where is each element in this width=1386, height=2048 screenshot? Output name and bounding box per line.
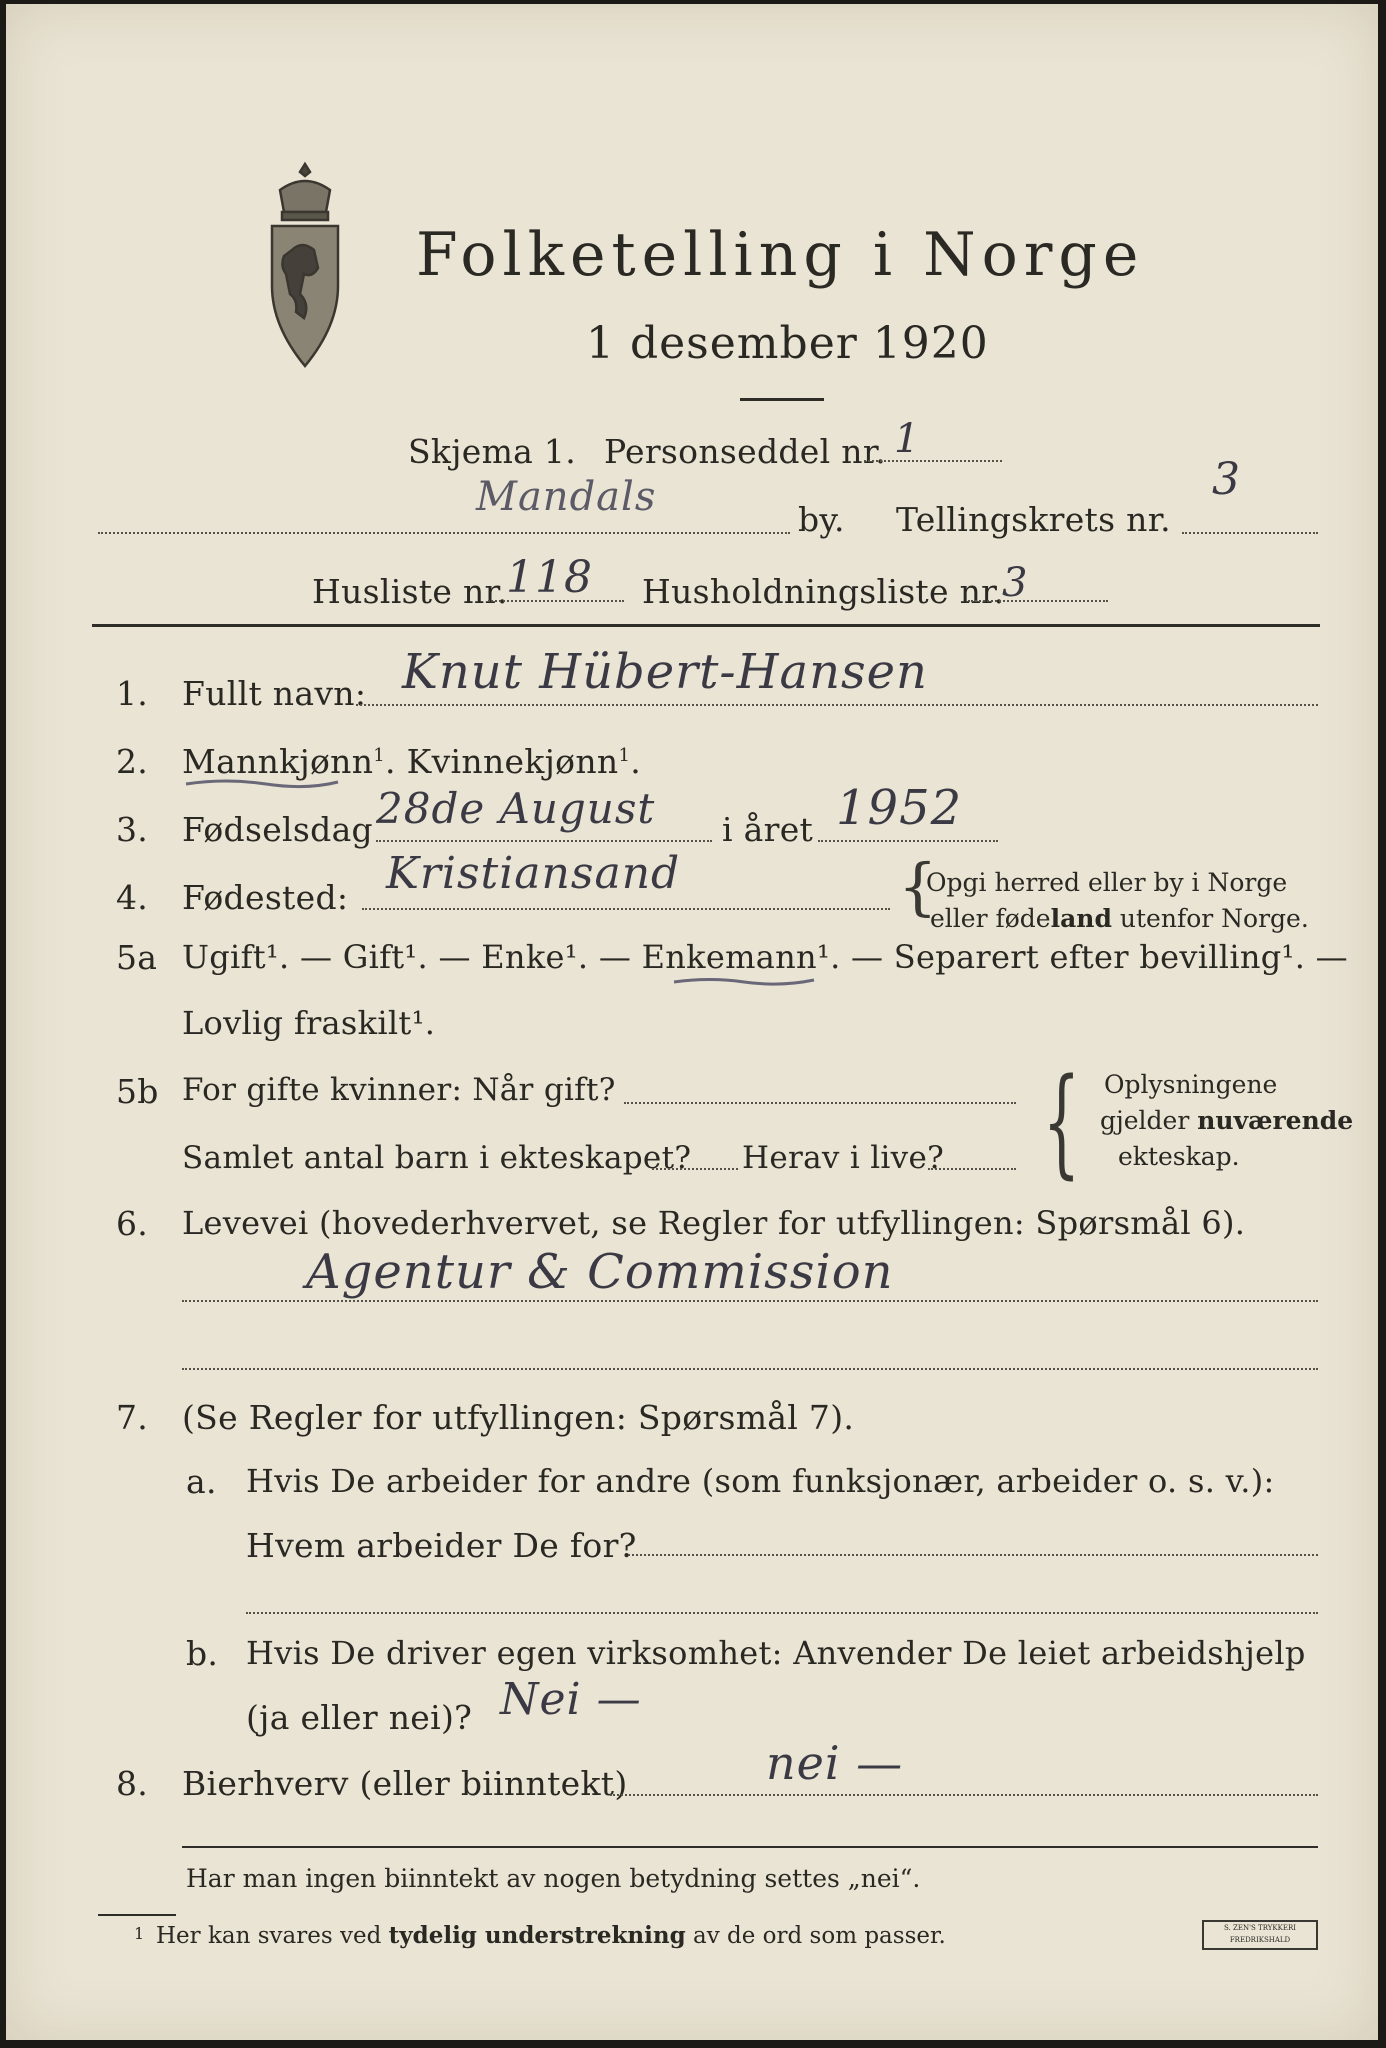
gender-female-period: .	[630, 742, 641, 781]
birthplace-brace: {	[898, 850, 938, 923]
birthdate-field[interactable]	[376, 840, 712, 842]
q7-number: 7.	[116, 1398, 149, 1437]
q5b-number: 5b	[116, 1072, 159, 1111]
footnote-text-c: av de ord som passer.	[685, 1923, 946, 1949]
q8-label: Bierhverv (eller biinntekt)	[182, 1764, 628, 1803]
q7a-letter: a.	[186, 1462, 217, 1501]
schema-label: Skjema 1.	[408, 432, 577, 471]
census-date: 1 desember 1920	[586, 318, 989, 369]
marriage-note-3: ekteskap.	[1118, 1142, 1240, 1171]
q7b-question: Hvis De driver egen virksomhet: Anvender De leiet arbeidshjelp	[246, 1634, 1306, 1672]
personseddel-label: Personseddel nr.	[604, 432, 887, 471]
marriage-note-2a: gjelder	[1100, 1106, 1198, 1135]
q4-number: 4.	[116, 878, 149, 917]
gender-male-sup: 1	[373, 745, 386, 766]
town-value: Mandals	[476, 474, 657, 520]
q3-number: 3.	[116, 810, 149, 849]
birthplace-note-2a: eller føde	[930, 904, 1051, 933]
gender-female[interactable]: Kvinnekjønn	[406, 742, 619, 781]
marriage-note-2b: nuværende	[1197, 1106, 1354, 1135]
census-form-page	[6, 4, 1378, 2040]
q7a-question: Hvis De arbeider for andre (som funksjonær, arbeider o. s. v.):	[246, 1462, 1275, 1500]
birth-year-field[interactable]	[818, 840, 998, 842]
side-income-note: Har man ingen biinntekt av nogen betydning settes „nei“.	[186, 1864, 921, 1893]
town-field[interactable]	[98, 532, 790, 534]
birthplace-note-2c: utenfor Norge.	[1119, 904, 1309, 933]
marriage-note-2	[1100, 1106, 1353, 1135]
full-name-value: Knut Hübert-Hansen	[402, 644, 928, 700]
husholdning-label: Husholdningsliste nr.	[642, 572, 1005, 611]
birthplace-field[interactable]	[362, 908, 890, 910]
q4-label: Fødested:	[182, 878, 349, 917]
coat-of-arms-icon	[262, 160, 348, 372]
birthplace-value: Kristiansand	[386, 848, 681, 899]
employer-field-line-2[interactable]	[246, 1612, 1318, 1614]
birth-year-value: 1952	[836, 780, 963, 836]
birthplace-note-2	[930, 904, 1309, 933]
occupation-field[interactable]	[182, 1300, 1318, 1302]
children-label: Samlet antal barn i ekteskapet?	[182, 1140, 692, 1176]
q6-label: Levevei (hovederhvervet, se Regler for utfyllingen: Spørsmål 6).	[182, 1204, 1246, 1242]
personseddel-value: 1	[894, 416, 921, 462]
q6-number: 6.	[116, 1204, 149, 1243]
gender-female-sup: 1	[618, 745, 631, 766]
personseddel-field[interactable]	[864, 460, 1002, 462]
marriage-brace: {	[1042, 1052, 1081, 1190]
side-income-value: nei —	[766, 1736, 904, 1790]
q1-number: 1.	[116, 674, 149, 713]
gender-male-period: .	[385, 742, 396, 781]
q7b-letter: b.	[186, 1634, 219, 1673]
q7b-hire-label: (ja eller nei)?	[246, 1698, 473, 1737]
husholdning-field[interactable]	[968, 600, 1108, 602]
gender-male[interactable]: Mannkjønn	[182, 742, 374, 781]
marital-status-options[interactable]: Ugift¹. — Gift¹. — Enke¹. — Enkemann¹. — Separert efter bevilling¹. —	[182, 938, 1348, 976]
husliste-label: Husliste nr.	[312, 572, 508, 611]
tellingskrets-field[interactable]	[1182, 532, 1318, 534]
birthplace-note-2b: land	[1050, 904, 1112, 933]
birthdate-value: 28de August	[376, 784, 656, 833]
q3-label: Fødselsdag	[182, 810, 373, 849]
married-when-label: For gifte kvinner: Når gift?	[182, 1072, 616, 1108]
occupation-field-line-2[interactable]	[182, 1368, 1318, 1370]
by-label: by.	[798, 500, 845, 539]
alive-field[interactable]	[928, 1168, 1016, 1170]
side-income-field[interactable]	[610, 1794, 1318, 1796]
q2-number: 2.	[116, 742, 149, 781]
q5a-number: 5a	[116, 938, 158, 977]
footnote-text	[156, 1922, 946, 1949]
title-divider	[740, 398, 824, 401]
enkemann-underline-mark	[670, 974, 820, 992]
footnote-text-b: tydelig understrekning	[388, 1922, 686, 1949]
footnote-rule	[98, 1914, 176, 1916]
birthplace-note-1: Opgi herred eller by i Norge	[926, 868, 1288, 897]
husholdning-value: 3	[1002, 560, 1029, 606]
marital-status-divorced[interactable]: Lovlig fraskilt¹.	[182, 1004, 436, 1042]
tellingskrets-value: 3	[1212, 454, 1241, 505]
q7a-employer-label: Hvem arbeider De for?	[246, 1526, 637, 1565]
year-label: i året	[722, 810, 814, 849]
full-name-field[interactable]	[356, 704, 1318, 706]
header-rule	[92, 624, 1320, 627]
q8-number: 8.	[116, 1764, 149, 1803]
married-when-field[interactable]	[624, 1102, 1016, 1104]
occupation-value: Agentur & Commission	[306, 1244, 894, 1300]
tellingskrets-label: Tellingskrets nr.	[896, 500, 1171, 539]
printer-stamp: S. ZEN'S TRYKKERI FREDRIKSHALD	[1202, 1920, 1318, 1950]
children-field[interactable]	[652, 1168, 738, 1170]
employer-field[interactable]	[628, 1554, 1318, 1556]
footnote-text-a: Her kan svares ved	[156, 1923, 389, 1949]
husliste-value: 118	[506, 552, 593, 603]
hire-help-value: Nei —	[500, 1674, 642, 1725]
q7-label: (Se Regler for utfyllingen: Spørsmål 7).	[182, 1398, 855, 1437]
alive-label: Herav i live?	[742, 1140, 945, 1176]
male-underline-mark	[182, 774, 342, 794]
q1-label: Fullt navn:	[182, 674, 367, 713]
footnote-number: 1	[134, 1924, 145, 1943]
footer-rule	[182, 1846, 1318, 1848]
marriage-note-1: Oplysningene	[1104, 1070, 1278, 1099]
form-title: Folketelling i Norge	[416, 220, 1145, 290]
